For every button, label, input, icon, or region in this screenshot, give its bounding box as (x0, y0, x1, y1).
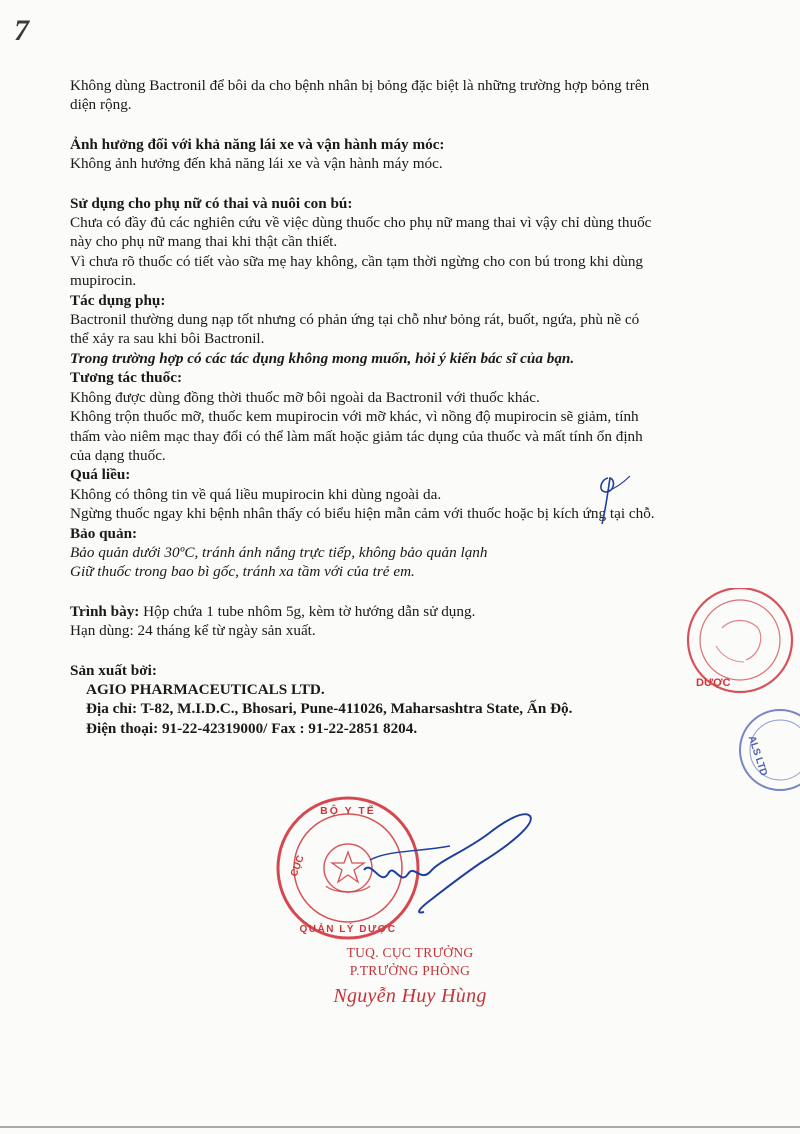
page-bottom-edge (0, 1126, 800, 1128)
intro-line-2: diện rộng. (70, 96, 132, 114)
approval-line-1: TUQ. CỤC TRƯỞNG (346, 945, 474, 960)
seal-top-text: BỘ Y TẾ (320, 805, 376, 817)
approval-block (290, 944, 530, 1010)
side-effects-emphasis: Trong trường hợp có các tác dụng không mong muốn, hỏi ý kiến bác sĩ của bạn. (70, 349, 575, 367)
pregnancy-line-1: Chưa có đầy đủ các nghiên cứu về việc dùng thuốc cho phụ nữ mang thai vì vậy chỉ dùng thuốc (70, 214, 652, 232)
interactions-line-3: thấm vào niêm mạc thay đổi có thể làm mất hoặc giảm tác dụng của thuốc và mất tính ổn định (70, 427, 643, 445)
storage-heading: Bảo quản: (70, 524, 138, 542)
pregnancy-line-4: mupirocin. (70, 272, 137, 290)
presentation-text: Hộp chứa 1 tube nhôm 5g, kèm tờ hướng dẫn sử dụng. (139, 602, 476, 620)
overdose-line-2: Ngừng thuốc ngay khi bệnh nhân thấy có biểu hiện mẫn cảm với thuốc hoặc bị kích ứng tại chỗ. (70, 505, 655, 523)
manufacturer-phone: Điện thoại: 91-22-42319000/ Fax : 91-22-2851 8204. (86, 719, 418, 737)
interactions-line-4: của dạng thuốc. (70, 446, 166, 464)
pregnancy-heading: Sử dụng cho phụ nữ có thai và nuôi con bú: (70, 194, 353, 212)
interactions-heading: Tương tác thuốc: (70, 369, 183, 387)
manufacturer-heading: Sản xuất bởi: (70, 661, 157, 679)
director-signature-icon (364, 814, 531, 912)
overdose-line-1: Không có thông tin về quá liều mupirocin khi dùng ngoài da. (70, 485, 442, 503)
storage-line-2: Giữ thuốc trong bao bì gốc, tránh xa tầm với của trẻ em. (70, 563, 415, 581)
driving-heading: Ảnh hưởng đối với khả năng lái xe và vận hành máy móc: (70, 135, 445, 153)
manufacturer-name: AGIO PHARMACEUTICALS LTD. (86, 680, 325, 698)
blue-stamp-text: ALS LTD (745, 734, 769, 778)
overdose-heading: Quá liều: (70, 466, 131, 484)
official-red-seal-icon (278, 798, 418, 938)
driving-text: Không ảnh hưởng đến khả năng lái xe và vận hành máy móc. (70, 155, 443, 173)
approval-line-2: P.TRƯỞNG PHÒNG (349, 963, 471, 978)
side-effects-line-1: Bactronil thường dung nạp tốt nhưng có phản ứng tại chỗ như bỏng rát, buốt, ngứa, phù nề có (70, 311, 640, 329)
pregnancy-line-3: Vì chưa rõ thuốc có tiết vào sữa mẹ hay không, cần tạm thời ngừng cho con bú trong khi dùng (70, 252, 644, 270)
manufacturer-address: Địa chỉ: T-82, M.I.D.C., Bhosari, Pune-411026, Maharsashtra State, Ấn Độ. (86, 700, 573, 718)
side-effects-line-2: thể xảy ra sau khi bôi Bactronil. (70, 330, 265, 348)
right-blue-stamp-icon (716, 706, 800, 796)
signatory-name: Nguyễn Huy Hùng (333, 985, 487, 1007)
page-corner-mark: 7 (14, 14, 29, 47)
initial-signature-icon (586, 470, 636, 530)
side-effects-heading: Tác dụng phụ: (70, 291, 166, 309)
intro-line-1: Không dùng Bactronil để bôi da cho bệnh nhân bị bỏng đặc biệt là những trường hợp bỏng trên (70, 77, 650, 94)
right-stamp-text: DƯỢC (696, 677, 731, 689)
pregnancy-line-2: này cho phụ nữ mang thai khi thật cần thiết. (70, 233, 338, 251)
right-red-stamp-icon (652, 588, 800, 700)
interactions-line-2: Không trộn thuốc mỡ, thuốc kem mupirocin với mỡ khác, vì nồng độ mupirocin sẽ giảm, tính (70, 408, 639, 426)
presentation-label: Trình bày: (70, 602, 140, 620)
interactions-line-1: Không được dùng đồng thời thuốc mỡ bôi ngoài da Bactronil với thuốc khác. (70, 388, 540, 406)
seal-left-text: CỤC (288, 854, 307, 879)
seal-bottom-text: QUẢN LÝ DƯỢC (299, 924, 397, 935)
shelf-life-line: Hạn dùng: 24 tháng kể từ ngày sản xuất. (70, 622, 316, 640)
official-seal-and-signature (268, 790, 558, 950)
storage-line-1: Bảo quản dưới 30ºC, tránh ánh nắng trực tiếp, không bảo quản lạnh (70, 543, 488, 561)
